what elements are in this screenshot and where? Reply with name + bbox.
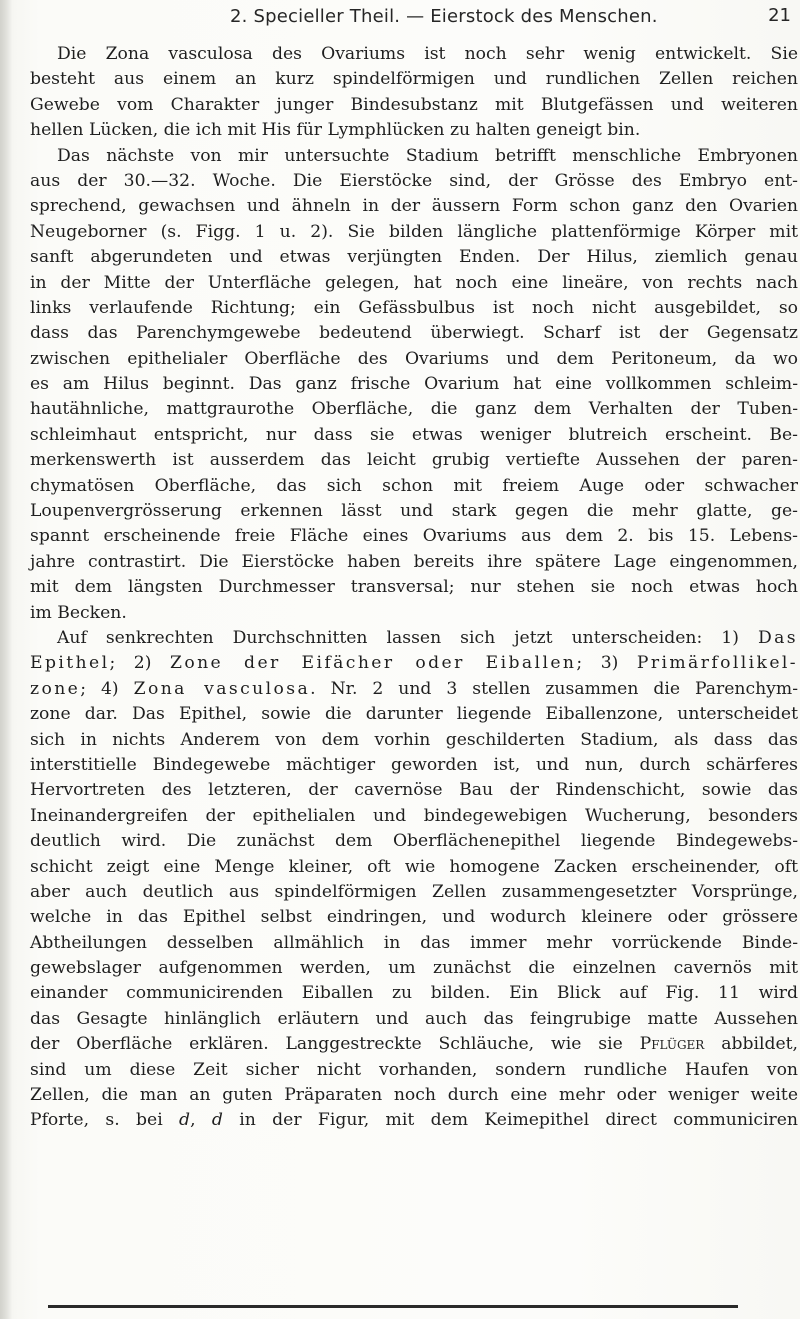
running-head: 2. Specieller Theil. — Eierstock des Menschen. [230,6,658,27]
text-line [30,1083,798,1108]
text-line: zwischen epithelialer Oberfläche des Ovariums und dem Peritoneum, da wo [30,348,798,369]
text-line: schleimhaut entspricht, nur dass sie etwas weniger blutreich erscheint. Be- [30,424,798,445]
text-run: sich in nichts Anderem von dem vorhin geschilderten Stadium, als dass das [30,729,798,750]
text-line: besteht aus einem an kurz spindelförmigen und rundlichen Zellen reichen [30,69,798,90]
text-line: Die Zona vasculosa des Ovariums ist noch sehr wenig entwickelt. Sie [57,44,798,64]
text-run: ; 3) [576,653,637,674]
text-run: der Oberfläche erklären. Langgestreckte Schläuche, wie sie [30,1034,640,1055]
text-line: es am Hilus beginnt. Das ganz frische Ovarium hat eine vollkommen schleim- [30,374,798,395]
text-line: dass das Parenchymgewebe bedeutend überwiegt. Scharf ist der Gegensatz [30,323,798,344]
text-line: hautähnliche, mattgraurothe Oberfläche, die ganz dem Verhalten der Tuben- [30,399,798,420]
text-line [30,1058,798,1083]
text-run: ; 2) [109,653,170,674]
text-line: Neugeborner (s. Figg. 1 u. 2). Sie bilden längliche plattenförmige Körper mit [30,221,798,242]
text-line [30,804,798,829]
text-line: chymatösen Oberfläche, das sich schon mit freiem Auge oder schwacher [30,475,798,496]
text-line: hellen Lücken, die ich mit His für Lymphlücken zu halten geneigt bin. [30,120,641,141]
text-run: Zellen, die man an guten Präparaten noch durch eine mehr oder weniger weite [30,1085,798,1106]
text-line [30,829,798,854]
text-line [30,981,798,1006]
text-line [30,880,798,905]
text-line [30,1032,798,1057]
text-line [30,651,798,676]
spaced-term: Primärfollikel- [636,653,799,674]
spaced-term: Zone der Eifächer oder Eiballen [169,653,577,674]
text-run: , [190,1110,212,1131]
text-line: Loupenvergrösserung erkennen lässt und stark gegen die mehr glatte, ge- [30,501,798,522]
text-run: gewebslager aufgenommen werden, um zunächst die einzelnen cavernös mit [30,958,798,979]
text-run: . Nr. 2 und 3 stellen zusammen die Parenchym- [310,678,799,699]
text-run: in der Figur, mit dem Keimepithel direct communiciren [222,1110,798,1131]
spaced-term: zone [30,678,81,699]
paragraph-embryo-stage [30,144,798,626]
text-line [30,626,798,651]
spaced-term: Das [757,627,798,648]
spaced-term: Zona vasculosa [133,678,311,699]
text-run: abbildet, [704,1034,798,1055]
text-line [30,956,798,981]
text-run: schicht zeigt eine Menge kleiner, oft wie homogene Zacken erscheinender, oft [30,856,798,877]
text-line [30,728,798,753]
text-run: zone dar. Das Epithel, sowie die darunter liegende Eiballenzone, unterscheidet [30,704,798,725]
bottom-rule [48,1305,738,1308]
author-name: Pflüger [639,1034,705,1055]
body-text [30,42,798,1134]
text-line [30,1108,798,1133]
text-run: das Gesagte hinlänglich erläutern und auch das feingrubige matte Aussehen [30,1008,798,1029]
text-line: mit dem längsten Durchmesser transversal; nur stehen sie noch etwas hoch [30,577,798,598]
text-line: sanft abgerundeten und etwas verjüngten Enden. Der Hilus, ziemlich genau [30,247,798,268]
text-line [30,677,798,702]
text-line: Das nächste von mir untersuchte Stadium betrifft menschliche Embryonen [57,145,798,166]
figure-label: d [179,1110,191,1131]
text-run: aber auch deutlich aus spindelförmigen Zellen zusammengesetzter Vorsprünge, [30,881,798,902]
figure-label: d [211,1110,223,1131]
text-line [30,778,798,803]
text-line: Gewebe vom Charakter junger Bindesubstanz mit Blutgefässen und weiteren [30,94,798,115]
text-run: Auf senkrechten Durchschnitten lassen sich jetzt unterscheiden: 1) [57,627,758,648]
text-run: einander communicirenden Eiballen zu bilden. Ein Blick auf Fig. 11 wird [30,983,798,1004]
paragraph-zona-vasculosa [30,42,798,144]
text-run: interstitielle Bindegewebe mächtiger geworden ist, und nun, durch schärferes [30,754,798,775]
text-line: im Becken. [30,602,127,623]
paragraph-sections [30,626,798,1134]
text-line [30,905,798,930]
page-header [90,2,795,32]
text-line [30,931,798,956]
text-line [30,753,798,778]
text-line: jahre contrastirt. Die Eierstöcke haben bereits ihre spätere Lage eingenommen, [30,551,798,572]
text-line: merkenswerth ist ausserdem das leicht grubig vertiefte Aussehen der paren- [30,450,798,471]
text-line: spannt erscheinende freie Fläche eines Ovariums aus dem 2. bis 15. Lebens- [30,526,798,547]
text-line: in der Mitte der Unterfläche gelegen, hat noch eine lineäre, von rechts nach [30,272,798,293]
text-line [30,702,798,727]
page-gutter-shadow [0,0,12,1319]
text-line: links verlaufende Richtung; ein Gefässbulbus ist noch nicht ausgebildet, so [30,297,798,318]
text-run: deutlich wird. Die zunächst dem Oberflächenepithel liegende Bindegewebs- [30,831,798,852]
text-line: aus der 30.—32. Woche. Die Eierstöcke sind, der Grösse des Embryo ent- [30,170,798,191]
text-run: Hervortreten des letzteren, der cavernöse Bau der Rindenschicht, sowie das [30,780,798,801]
text-run: Pforte, s. bei [30,1110,180,1131]
text-line: sprechend, gewachsen und ähneln in der äussern Form schon ganz den Ovarien [30,196,798,217]
text-run: welche in das Epithel selbst eindringen, und wodurch kleinere oder grössere [30,907,798,928]
text-run: Abtheilungen desselben allmählich in das immer mehr vorrückende Binde- [30,932,798,953]
text-run: ; 4) [80,678,134,699]
text-line [30,855,798,880]
spaced-term: Epithel [30,653,110,674]
text-run: sind um diese Zeit sicher nicht vorhanden, sondern rundliche Haufen von [30,1059,798,1080]
text-run: Ineinandergreifen der epithelialen und bindegewebigen Wucherung, besonders [30,805,798,826]
page-number: 21 [768,5,791,26]
text-line [30,1007,798,1032]
